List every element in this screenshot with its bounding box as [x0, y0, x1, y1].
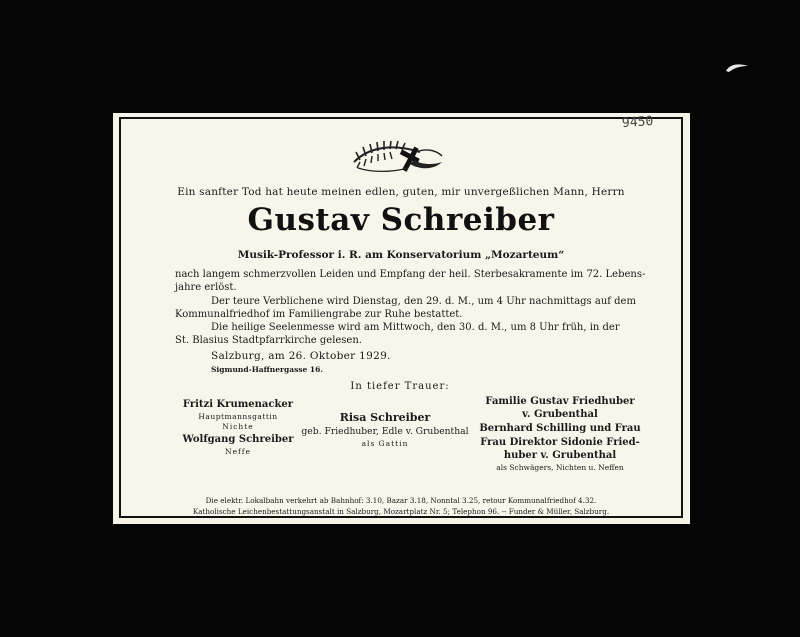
- dust-mark-icon: [724, 62, 750, 74]
- paragraph-line: Der teure Verblichene wird Dienstag, den 29. d. M., um 4 Uhr nachmittags auf dem: [211, 296, 636, 307]
- place-date: Salzburg, am 26. Oktober 1929.: [211, 350, 391, 362]
- intro-line: Ein sanfter Tod hat heute meinen edlen, guten, mir unvergeßlichen Mann, Herrn: [177, 186, 625, 198]
- paragraph-line: nach langem schmerzvollen Leiden und Empfang der heil. Sterbesakramente im 72. Lebens-: [175, 269, 646, 280]
- widow-maiden-name: geb. Friedhuber, Edle v. Grubenthal: [301, 426, 469, 437]
- mourner-relation: Neffe: [225, 447, 251, 456]
- paragraph-line: St. Blasius Stadtpfarrkirche gelesen.: [175, 335, 362, 346]
- address: Sigmund-Haffnergasse 16.: [211, 365, 323, 374]
- mourner-family-line: Frau Direktor Sidonie Fried-: [480, 437, 640, 448]
- mourner-name: Fritzi Krumenacker: [182, 399, 294, 410]
- palm-cross-ornament-icon: [350, 140, 446, 176]
- deceased-title: Musik-Professor i. R. am Konservatorium „Mozarteum“: [237, 249, 565, 261]
- paragraph-line: jahre erlöst.: [175, 282, 237, 293]
- mourner-family-line: v. Grubenthal: [522, 409, 598, 420]
- widow-name: Risa Schreiber: [339, 411, 431, 424]
- mourner-relation: als Schwägers, Nichten u. Neffen: [496, 463, 624, 472]
- footer-line: Katholische Leichenbestattungsanstalt in Salzburg, Mozartplatz Nr. 5; Telephon 96. -- Funder & Müller, Salzburg.: [192, 507, 610, 516]
- mourner-name: Wolfgang Schreiber: [182, 434, 294, 445]
- deceased-name: Gustav Schreiber: [247, 202, 555, 238]
- paragraph-line: Die heilige Seelenmesse wird am Mittwoch, den 30. d. M., um 8 Uhr früh, in der: [211, 322, 620, 333]
- footer-line: Die elektr. Lokalbahn verkehrt ab Bahnhof: 3.10, Bazar 3.18, Nonntal 3.25, retour Kommunalfriedhof 4.32.: [205, 496, 597, 505]
- mourner-role: Hauptmannsgattin: [198, 412, 278, 421]
- mourning-heading: In tiefer Trauer:: [350, 381, 450, 392]
- mourner-family-line: Bernhard Schilling und Frau: [479, 423, 641, 434]
- mourner-family-line: huber v. Grubenthal: [503, 450, 617, 461]
- paragraph-line: Kommunalfriedhof im Familiengrabe zur Ruhe bestattet.: [175, 309, 463, 320]
- archive-number: 9450: [621, 113, 654, 132]
- widow-relation: als Gattin: [361, 439, 409, 448]
- mourner-relation: Nichte: [222, 422, 254, 431]
- mourner-family-line: Familie Gustav Friedhuber: [485, 396, 635, 407]
